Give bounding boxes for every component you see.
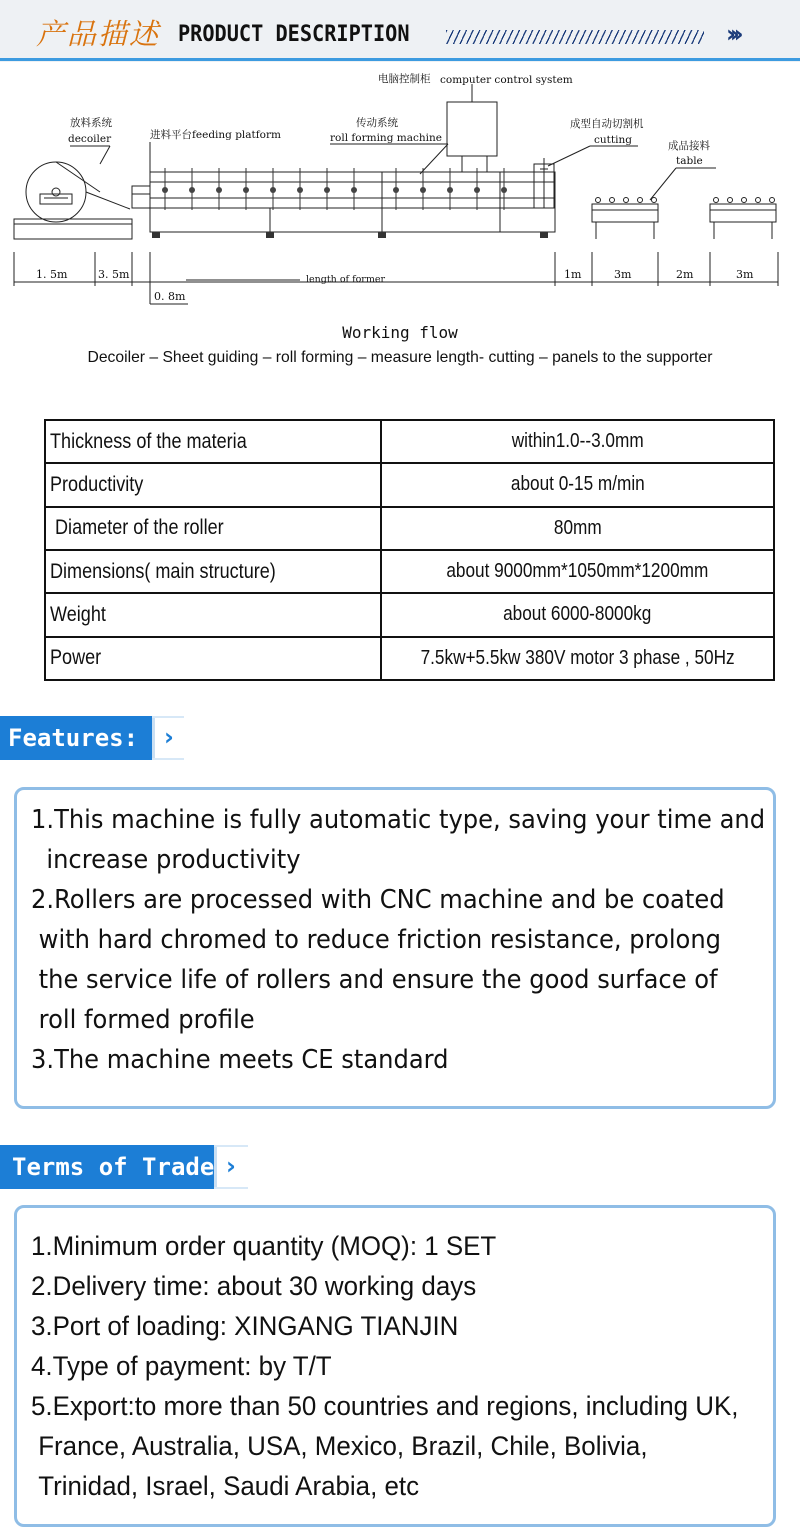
table-row [45, 507, 774, 550]
features-label: Features: [8, 724, 139, 752]
label-decoiler-en: decoiler [68, 133, 112, 145]
header-rule [0, 58, 800, 61]
label-decoiler-cn: 放料系统 [70, 117, 112, 129]
spec-key: Weight [50, 602, 106, 626]
terms-box [14, 1205, 776, 1527]
triple-chevron-icon: ››› [726, 20, 738, 48]
label-table-en: table [676, 155, 703, 167]
header-title-en: PRODUCT DESCRIPTION [178, 22, 410, 47]
label-feeding-platform: 进料平台feeding platform [150, 129, 281, 141]
label-computer-cn: 电脑控制柜 [378, 73, 431, 85]
features-tab [0, 716, 152, 760]
working-flow-title: Working flow [342, 323, 458, 342]
dim-3: 0. 8m [154, 290, 186, 303]
spec-key: Power [50, 646, 102, 670]
working-flow-steps: Decoiler – Sheet guiding – roll forming – measure length- cutting – panels to the supporter [87, 349, 713, 366]
spec-value: about 9000mm*1050mm*1200mm [446, 560, 709, 583]
spec-value: about 0-15 m/min [510, 473, 645, 496]
list-item: 2.Rollers are processed with CNC machine and be coated with hard chromed to reduce friction resistance, prolong the service life of rollers and ensure the good surface of roll formed profile [31, 885, 725, 1035]
label-cutting-cn: 成型自动切割机 [570, 118, 644, 130]
spec-value: 80mm [553, 516, 602, 539]
chevron-right-icon: › [226, 1152, 236, 1180]
spec-value: about 6000-8000kg [503, 603, 652, 626]
features-chevron [152, 718, 187, 758]
label-rollform-en: roll forming machine [330, 132, 442, 144]
terms-tab [0, 1145, 214, 1189]
machine-layout-diagram [0, 64, 800, 314]
list-item: 3.The machine meets CE standard [31, 1045, 449, 1075]
features-box [14, 787, 776, 1109]
chevron-right-icon: › [164, 723, 174, 751]
terms-list [31, 1226, 770, 1506]
list-item: 2.Delivery time: about 30 working days [31, 1271, 477, 1301]
terms-chevron [214, 1147, 249, 1187]
table-row [45, 593, 774, 636]
list-item: 3.Port of loading: XINGANG TIANJIN [31, 1311, 459, 1341]
dim-2: 3. 5m [98, 268, 130, 281]
table-row [45, 637, 774, 680]
spec-key: Diameter of the roller [50, 516, 224, 540]
dim-4: 1m [564, 268, 582, 281]
list-item: 5.Export:to more than 50 countries and regions, including UK, France, Australia, USA, Mexico, Brazil, Chile, Bolivia, Trinidad, Israel, Saudi Arabia, etc [31, 1391, 739, 1501]
dim-6: 2m [676, 268, 694, 281]
list-item: 1.This machine is fully automatic type, saving your time and increase productivity [31, 805, 766, 875]
label-rollform-cn: 传动系统 [356, 117, 398, 129]
label-computer-en: computer control system [440, 74, 573, 86]
terms-label: Terms of Trade [12, 1153, 215, 1181]
table-row [45, 420, 774, 463]
spec-value: within1.0--3.0mm [511, 430, 644, 453]
label-table-cn: 成品接料 [668, 140, 710, 152]
table-row [45, 550, 774, 593]
features-list [31, 800, 766, 1080]
label-cutting-en: cutting [594, 134, 632, 146]
dim-1: 1. 5m [36, 268, 68, 281]
header-hatch-decoration [446, 30, 704, 44]
spec-key: Thickness of the materia [50, 429, 247, 453]
list-item: 4.Type of payment: by T/T [31, 1351, 332, 1381]
list-item: 1.Minimum order quantity (MOQ): 1 SET [31, 1231, 497, 1261]
dim-5: 3m [614, 268, 632, 281]
spec-value: 7.5kw+5.5kw 380V motor 3 phase , 50Hz [420, 646, 735, 669]
table-row [45, 463, 774, 506]
spec-key: Dimensions( main structure) [50, 559, 276, 583]
dim-former: length of former [306, 274, 386, 285]
spec-table [44, 419, 775, 681]
header-title-cn: 产品描述 [36, 17, 161, 51]
dim-7: 3m [736, 268, 754, 281]
spec-key: Productivity [50, 472, 144, 496]
